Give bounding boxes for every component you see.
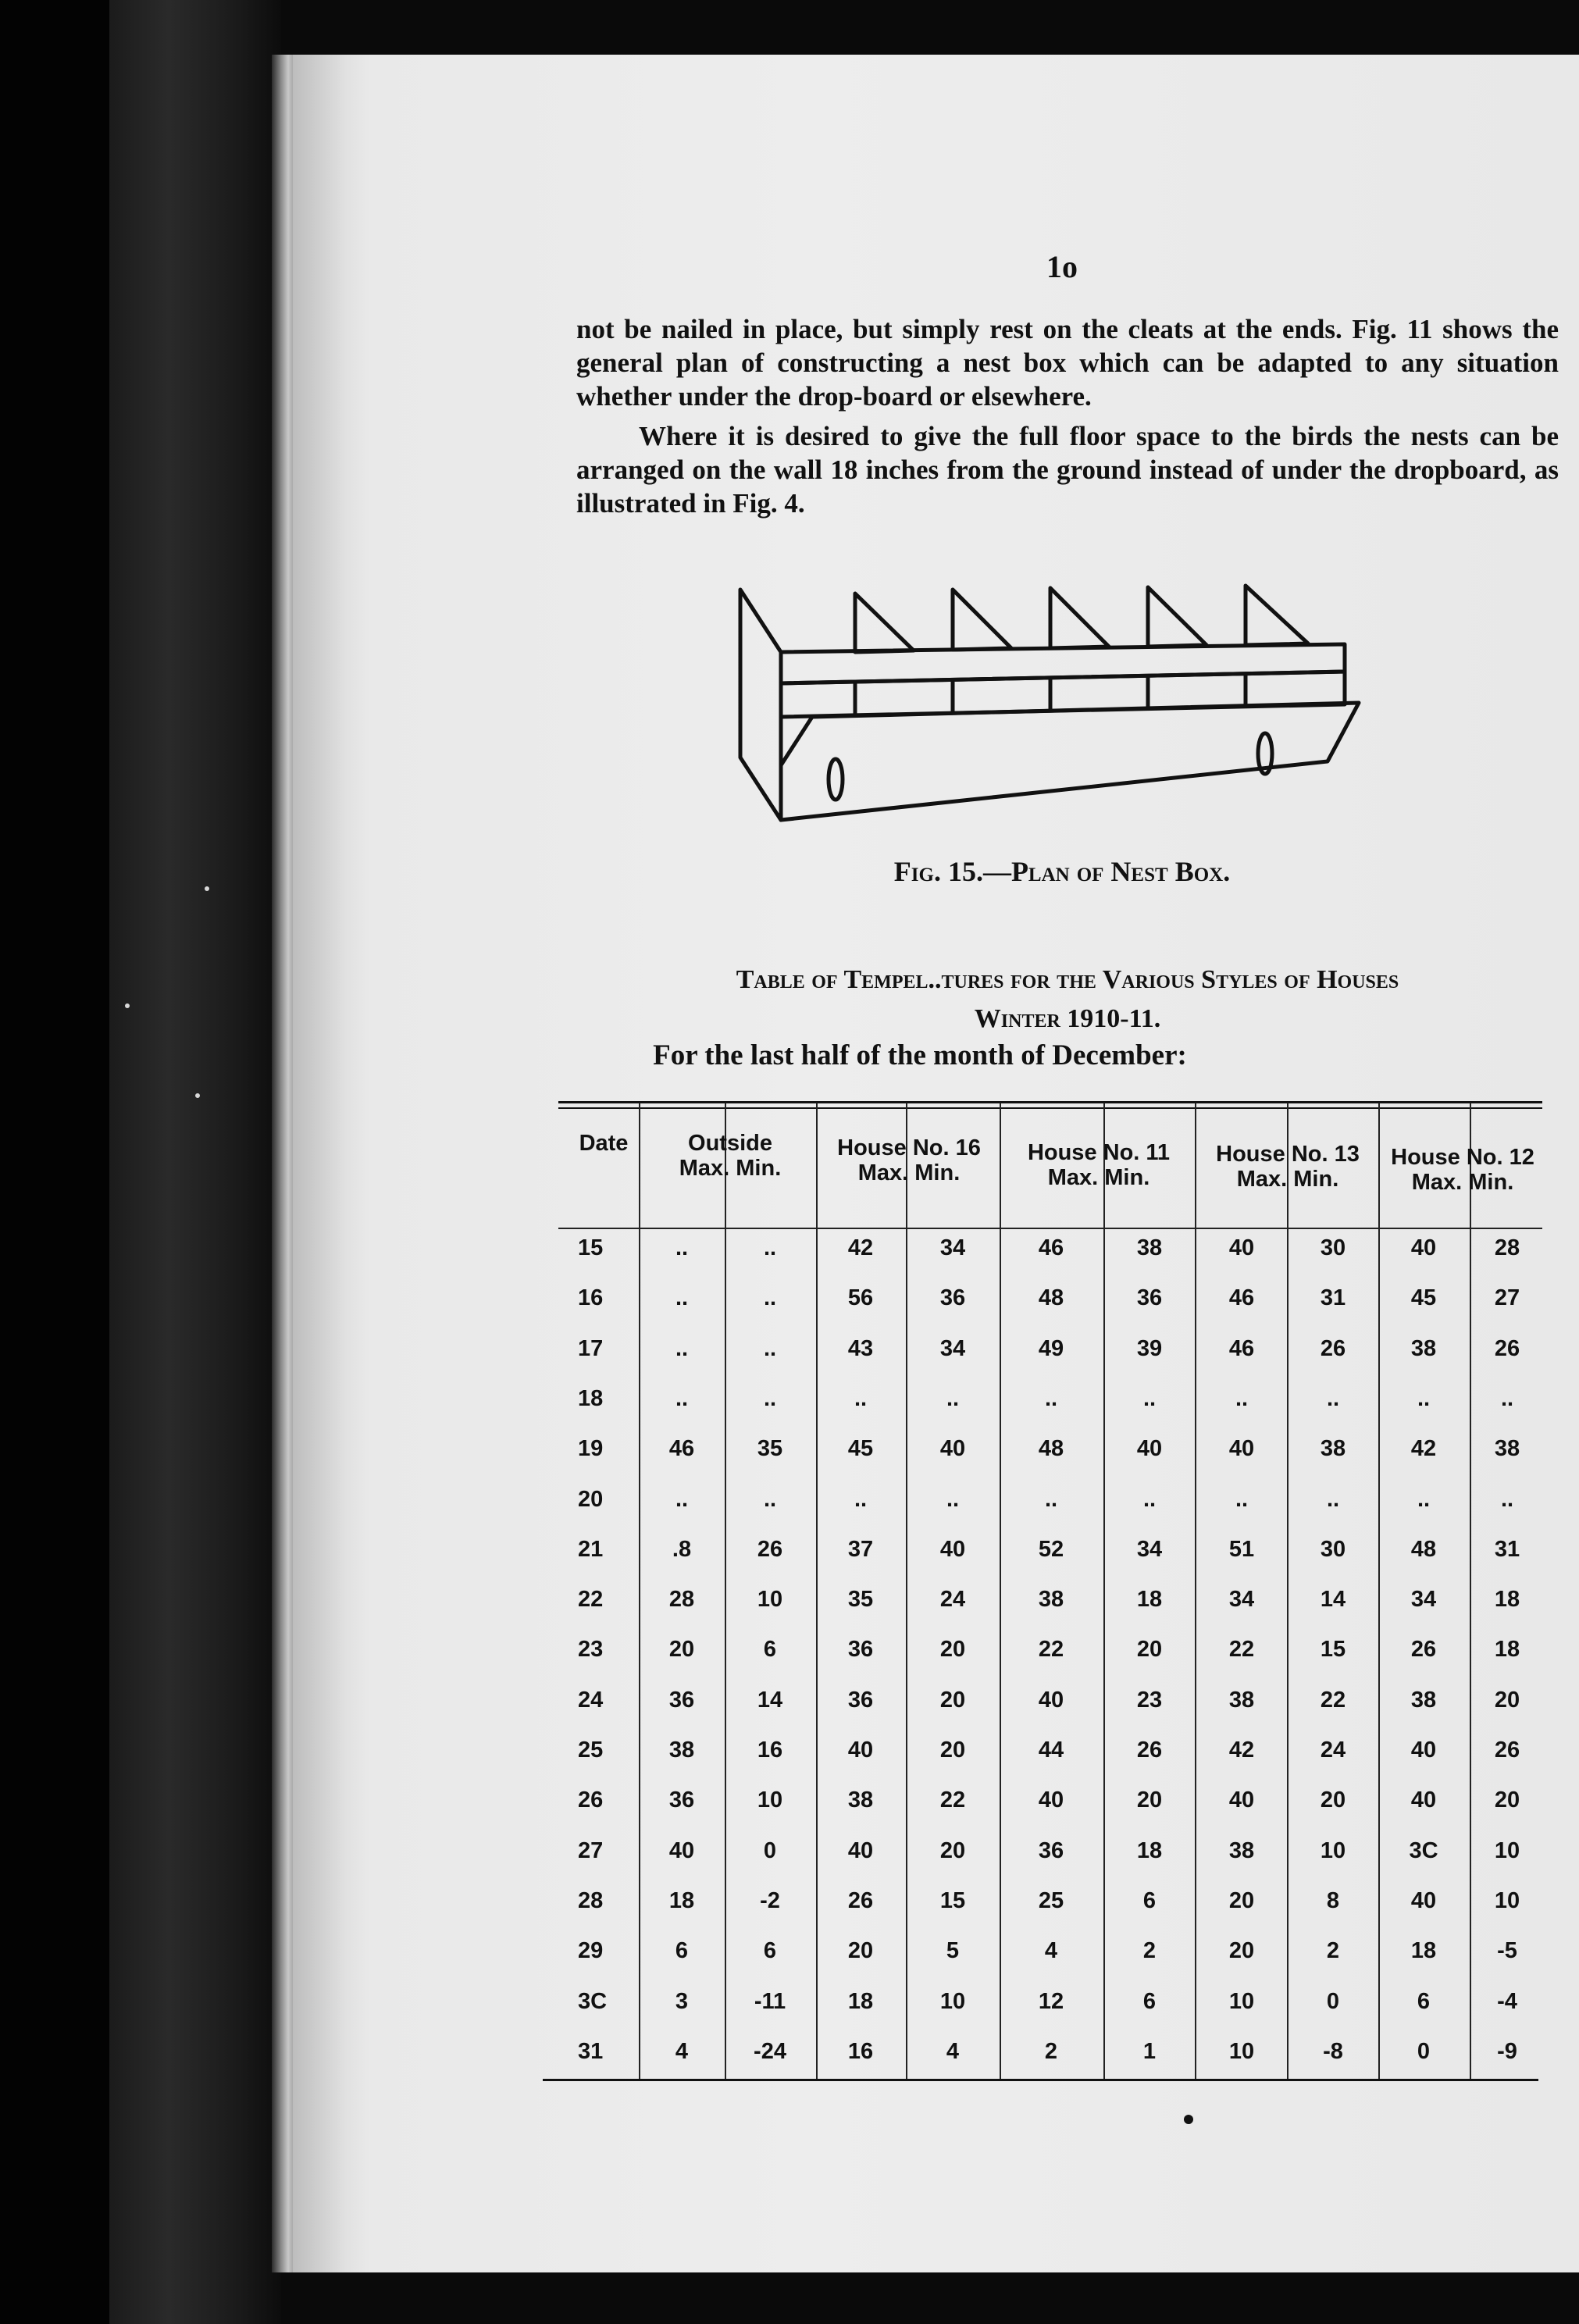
temperature-cell: 40	[1410, 1788, 1437, 1813]
temperature-cell: 0	[763, 1837, 777, 1863]
temperature-cell: 45	[847, 1436, 874, 1462]
temperature-cell: 3	[675, 1988, 689, 2014]
temperature-cell: ..	[1417, 1385, 1431, 1411]
temperature-cell: 10	[1228, 1988, 1255, 2014]
temperature-cell: 20	[939, 1637, 966, 1663]
temperature-cell: ..	[763, 1335, 777, 1361]
header-group	[645, 1131, 815, 1181]
temperature-cell: 2	[1326, 1938, 1340, 1964]
temperature-cell: 35	[757, 1436, 783, 1462]
temperature-cell: ..	[763, 1385, 777, 1411]
temperature-cell: -5	[1497, 1938, 1517, 1964]
temperature-cell: 6	[675, 1938, 689, 1964]
table-row	[0, 1938, 1579, 1969]
temperature-cell: 38	[1410, 1687, 1437, 1713]
temperature-cell: ..	[1235, 1385, 1249, 1411]
temperature-cell: ..	[1500, 1486, 1514, 1512]
date-cell: 20	[578, 1486, 604, 1512]
header-group-name: House No. 16	[837, 1135, 981, 1160]
table-row	[0, 1788, 1579, 1819]
temperature-cell: 46	[1228, 1285, 1255, 1311]
table-title	[576, 961, 1559, 1039]
temperature-cell: ..	[763, 1235, 777, 1260]
temperature-cell: 16	[757, 1738, 783, 1763]
temperature-cell: ..	[763, 1486, 777, 1512]
temperature-cell: 43	[847, 1335, 874, 1361]
date-cell: 27	[578, 1837, 604, 1863]
temperature-cell: 40	[1038, 1687, 1064, 1713]
table-row	[0, 1336, 1579, 1367]
temperature-cell: 46	[1038, 1235, 1064, 1260]
temperature-cell: 38	[1410, 1335, 1437, 1361]
temperature-cell: 42	[1410, 1436, 1437, 1462]
figure-caption: Fig. 15.—Plan of Nest Box.	[893, 856, 1231, 887]
header-max-min: Max. Min.	[857, 1160, 961, 1185]
temperature-cell: 15	[1320, 1637, 1346, 1663]
temperature-cell: 14	[757, 1687, 783, 1713]
temperature-cell: 4	[675, 2038, 689, 2064]
temperature-cell: 20	[1228, 1938, 1255, 1964]
temperature-cell: ..	[763, 1285, 777, 1311]
temperature-cell: 42	[1228, 1738, 1255, 1763]
temperature-cell: ..	[1044, 1486, 1058, 1512]
temperature-cell: 31	[1494, 1536, 1520, 1562]
temperature-cell: 44	[1038, 1738, 1064, 1763]
temperature-cell: 30	[1320, 1235, 1346, 1260]
header-group-name: House No. 12	[1391, 1145, 1534, 1170]
temperature-cell: 36	[668, 1687, 695, 1713]
temperature-cell: 10	[1494, 1837, 1520, 1863]
temperature-cell: 24	[939, 1587, 966, 1613]
temperature-cell: 26	[1494, 1335, 1520, 1361]
temperature-cell: 10	[1494, 1887, 1520, 1913]
temperature-cell: 34	[1228, 1587, 1255, 1613]
table-top-rule	[558, 1101, 1542, 1103]
temperature-cell: 36	[939, 1285, 966, 1311]
temperature-cell: 18	[1410, 1938, 1437, 1964]
temperature-cell: 4	[1044, 1938, 1058, 1964]
date-cell: 26	[578, 1788, 604, 1813]
temperature-cell: 34	[1136, 1536, 1163, 1562]
temperature-cell: 0	[1326, 1988, 1340, 2014]
header-group	[1381, 1145, 1545, 1195]
temperature-cell: 20	[1136, 1788, 1163, 1813]
date-cell: 19	[578, 1436, 604, 1462]
temperature-cell: -24	[754, 2038, 786, 2064]
temperature-cell: 23	[1136, 1687, 1163, 1713]
temperature-cell: 22	[1038, 1637, 1064, 1663]
temperature-cell: 22	[1320, 1687, 1346, 1713]
header-max-min: Max. Min.	[679, 1156, 782, 1181]
temperature-cell: ..	[1142, 1385, 1157, 1411]
temperature-cell: 10	[757, 1788, 783, 1813]
temperature-cell: 40	[1136, 1436, 1163, 1462]
temperature-cell: -8	[1323, 2038, 1343, 2064]
temperature-cell: 22	[1228, 1637, 1255, 1663]
header-group-name: Outside	[688, 1131, 772, 1156]
temperature-cell: 18	[847, 1988, 874, 2014]
temperature-cell: 20	[668, 1637, 695, 1663]
header-group	[1003, 1140, 1195, 1190]
paragraph: not be nailed in place, but simply rest on the cleats at the ends. Fig. 11 shows the general plan of constructing a nest box which can be adapted to any situation whether under the drop-board or elsewhere.	[576, 314, 1559, 412]
temperature-cell: 15	[939, 1887, 966, 1913]
temperature-cell: 8	[1326, 1887, 1340, 1913]
temperature-cell: 34	[939, 1235, 966, 1260]
temperature-cell: 51	[1228, 1536, 1255, 1562]
table-row	[0, 1688, 1579, 1719]
temperature-cell: 28	[668, 1587, 695, 1613]
temperature-cell: 26	[1494, 1738, 1520, 1763]
header-max-min: Max. Min.	[1236, 1167, 1339, 1192]
temperature-cell: 6	[1142, 1887, 1157, 1913]
temperature-cell: 48	[1038, 1285, 1064, 1311]
temperature-cell: 38	[1320, 1436, 1346, 1462]
temperature-cell: 20	[939, 1687, 966, 1713]
temperature-cell: 10	[1320, 1837, 1346, 1863]
table-row	[0, 1838, 1579, 1870]
temperature-cell: 38	[668, 1738, 695, 1763]
date-cell: 29	[578, 1938, 604, 1964]
temperature-cell: ..	[1326, 1486, 1340, 1512]
temperature-cell: 20	[939, 1738, 966, 1763]
temperature-cell: 38	[847, 1788, 874, 1813]
temperature-cell: 12	[1038, 1988, 1064, 2014]
scan-speck	[205, 886, 209, 891]
temperature-cell: 27	[1494, 1285, 1520, 1311]
temperature-cell: 6	[763, 1938, 777, 1964]
scan-speck	[195, 1093, 200, 1098]
temperature-cell: 38	[1228, 1687, 1255, 1713]
temperature-cell: 46	[1228, 1335, 1255, 1361]
table-top-rule	[558, 1107, 1542, 1109]
scan-speck	[125, 1003, 130, 1008]
table-bottom-rule	[543, 2079, 1538, 2081]
date-cell: 23	[578, 1637, 604, 1663]
nest-box-illustration	[726, 578, 1367, 836]
temperature-cell: 36	[847, 1637, 874, 1663]
table-row	[0, 1989, 1579, 2020]
temperature-cell: ..	[946, 1385, 960, 1411]
temperature-cell: 2	[1142, 1938, 1157, 1964]
temperature-cell: 38	[1228, 1837, 1255, 1863]
temperature-cell: ..	[675, 1285, 689, 1311]
date-cell: 15	[578, 1235, 604, 1260]
temperature-cell: 56	[847, 1285, 874, 1311]
body-text	[576, 312, 1559, 520]
temperature-cell: ..	[675, 1385, 689, 1411]
scan-border	[0, 0, 109, 2324]
temperature-cell: 36	[668, 1788, 695, 1813]
temperature-cell: 40	[1228, 1788, 1255, 1813]
temperature-cell: 20	[1494, 1687, 1520, 1713]
header-max-min: Max. Min.	[1047, 1165, 1150, 1190]
date-cell: 25	[578, 1738, 604, 1763]
temperature-cell: 0	[1417, 2038, 1431, 2064]
table-header-rule	[558, 1228, 1542, 1229]
date-cell: 17	[578, 1335, 604, 1361]
temperature-cell: 34	[939, 1335, 966, 1361]
temperature-cell: 10	[939, 1988, 966, 2014]
temperature-cell: 34	[1410, 1587, 1437, 1613]
temperature-cell: 2	[1044, 2038, 1058, 2064]
temperature-cell: 20	[1228, 1887, 1255, 1913]
header-date: Date	[579, 1131, 629, 1156]
temperature-cell: 20	[1320, 1788, 1346, 1813]
temperature-cell: 40	[847, 1738, 874, 1763]
table-row	[0, 1235, 1579, 1267]
table-row	[0, 1285, 1579, 1317]
ink-dot	[1184, 2115, 1193, 2124]
table-row	[0, 1637, 1579, 1668]
temperature-cell: ..	[675, 1235, 689, 1260]
temperature-cell: 26	[1320, 1335, 1346, 1361]
date-cell: 22	[578, 1587, 604, 1613]
temperature-cell: 4	[946, 2038, 960, 2064]
temperature-cell: 40	[1410, 1235, 1437, 1260]
date-cell: 21	[578, 1536, 604, 1562]
temperature-cell: 6	[1417, 1988, 1431, 2014]
temperature-cell: 52	[1038, 1536, 1064, 1562]
temperature-cell: 42	[847, 1235, 874, 1260]
temperature-cell: 6	[1142, 1988, 1157, 2014]
temperature-cell: ..	[854, 1486, 868, 1512]
temperature-cell: ..	[854, 1385, 868, 1411]
temperature-cell: -2	[760, 1887, 780, 1913]
temperature-cell: ..	[1500, 1385, 1514, 1411]
table-row	[0, 2039, 1579, 2070]
date-cell: 3C	[578, 1988, 608, 2014]
temperature-cell: ..	[1235, 1486, 1249, 1512]
temperature-cell: 26	[847, 1887, 874, 1913]
temperature-cell: 20	[939, 1837, 966, 1863]
temperature-cell: 16	[847, 2038, 874, 2064]
temperature-cell: 36	[1136, 1285, 1163, 1311]
table-row	[0, 1487, 1579, 1518]
temperature-cell: 39	[1136, 1335, 1163, 1361]
temperature-cell: 26	[757, 1536, 783, 1562]
temperature-cell: 40	[1038, 1788, 1064, 1813]
temperature-cell: 49	[1038, 1335, 1064, 1361]
table-row	[0, 1738, 1579, 1769]
header-group	[818, 1135, 1000, 1185]
temperature-cell: 20	[847, 1938, 874, 1964]
table-title-line: Table of Tempel..tures for the Various Styles of Houses	[736, 965, 1399, 994]
temperature-cell: 40	[1410, 1738, 1437, 1763]
date-cell: 28	[578, 1887, 604, 1913]
temperature-cell: 45	[1410, 1285, 1437, 1311]
temperature-cell: 26	[1410, 1637, 1437, 1663]
temperature-cell: 40	[847, 1837, 874, 1863]
temperature-cell: 20	[1494, 1788, 1520, 1813]
table-row	[0, 1386, 1579, 1417]
date-cell: 18	[578, 1385, 604, 1411]
temperature-cell: 48	[1410, 1536, 1437, 1562]
temperature-cell: 18	[668, 1887, 695, 1913]
temperature-cell: -11	[754, 1988, 786, 2014]
temperature-cell: ..	[675, 1486, 689, 1512]
temperature-cell: ..	[1326, 1385, 1340, 1411]
date-cell: 31	[578, 2038, 604, 2064]
header-max-min: Max. Min.	[1411, 1170, 1514, 1195]
temperature-cell: 20	[1136, 1637, 1163, 1663]
temperature-cell: 6	[763, 1637, 777, 1663]
temperature-cell: 38	[1494, 1436, 1520, 1462]
temperature-cell: 14	[1320, 1587, 1346, 1613]
header-group-name: House No. 11	[1027, 1140, 1171, 1165]
temperature-cell: ..	[1142, 1486, 1157, 1512]
temperature-cell: 30	[1320, 1536, 1346, 1562]
temperature-cell: 10	[757, 1587, 783, 1613]
temperature-cell: 28	[1494, 1235, 1520, 1260]
temperature-cell: ..	[946, 1486, 960, 1512]
temperature-cell: 18	[1494, 1587, 1520, 1613]
temperature-cell: 40	[1228, 1235, 1255, 1260]
date-cell: 16	[578, 1285, 604, 1311]
temperature-cell: -9	[1497, 2038, 1517, 2064]
temperature-cell: 38	[1136, 1235, 1163, 1260]
temperature-cell: ..	[675, 1335, 689, 1361]
page-number: 1o	[1046, 249, 1078, 284]
temperature-cell: ..	[1417, 1486, 1431, 1512]
table-row	[0, 1537, 1579, 1568]
table-row	[0, 1587, 1579, 1618]
temperature-cell: 40	[939, 1536, 966, 1562]
header-group-name: House No. 13	[1216, 1142, 1360, 1167]
temperature-cell: 18	[1494, 1637, 1520, 1663]
nest-box-icon	[726, 578, 1367, 836]
temperature-cell: 48	[1038, 1436, 1064, 1462]
header-group	[1196, 1142, 1379, 1192]
temperature-cell: 35	[847, 1587, 874, 1613]
temperature-cell: 22	[939, 1788, 966, 1813]
temperature-cell: 5	[946, 1938, 960, 1964]
temperature-cell: 40	[939, 1436, 966, 1462]
temperature-cell: -4	[1497, 1988, 1517, 2014]
temperature-cell: 3C	[1409, 1837, 1438, 1863]
table-row	[0, 1888, 1579, 1919]
paragraph: Where it is desired to give the full floor space to the birds the nests can be arranged on the wall 18 inches from the ground instead of under the dropboard, as illustrated in Fig. 4.	[576, 421, 1559, 519]
temperature-cell: 40	[1228, 1436, 1255, 1462]
date-cell: 24	[578, 1687, 604, 1713]
temperature-cell: 40	[1410, 1887, 1437, 1913]
temperature-cell: ..	[1044, 1385, 1058, 1411]
temperature-cell: 25	[1038, 1887, 1064, 1913]
temperature-cell: 31	[1320, 1285, 1346, 1311]
temperature-cell: 40	[668, 1837, 695, 1863]
temperature-cell: 18	[1136, 1837, 1163, 1863]
temperature-cell: 10	[1228, 2038, 1255, 2064]
temperature-cell: 36	[847, 1687, 874, 1713]
temperature-cell: 38	[1038, 1587, 1064, 1613]
temperature-cell: .8	[672, 1536, 692, 1562]
temperature-cell: 46	[668, 1436, 695, 1462]
table-title-line: Winter 1910-11.	[974, 1004, 1161, 1033]
temperature-cell: 24	[1320, 1738, 1346, 1763]
temperature-cell: 37	[847, 1536, 874, 1562]
temperature-cell: 18	[1136, 1587, 1163, 1613]
table-subtitle: For the last half of the month of December:	[653, 1039, 1187, 1071]
temperature-cell: 36	[1038, 1837, 1064, 1863]
table-row	[0, 1436, 1579, 1467]
temperature-cell: 1	[1142, 2038, 1157, 2064]
temperature-cell: 26	[1136, 1738, 1163, 1763]
